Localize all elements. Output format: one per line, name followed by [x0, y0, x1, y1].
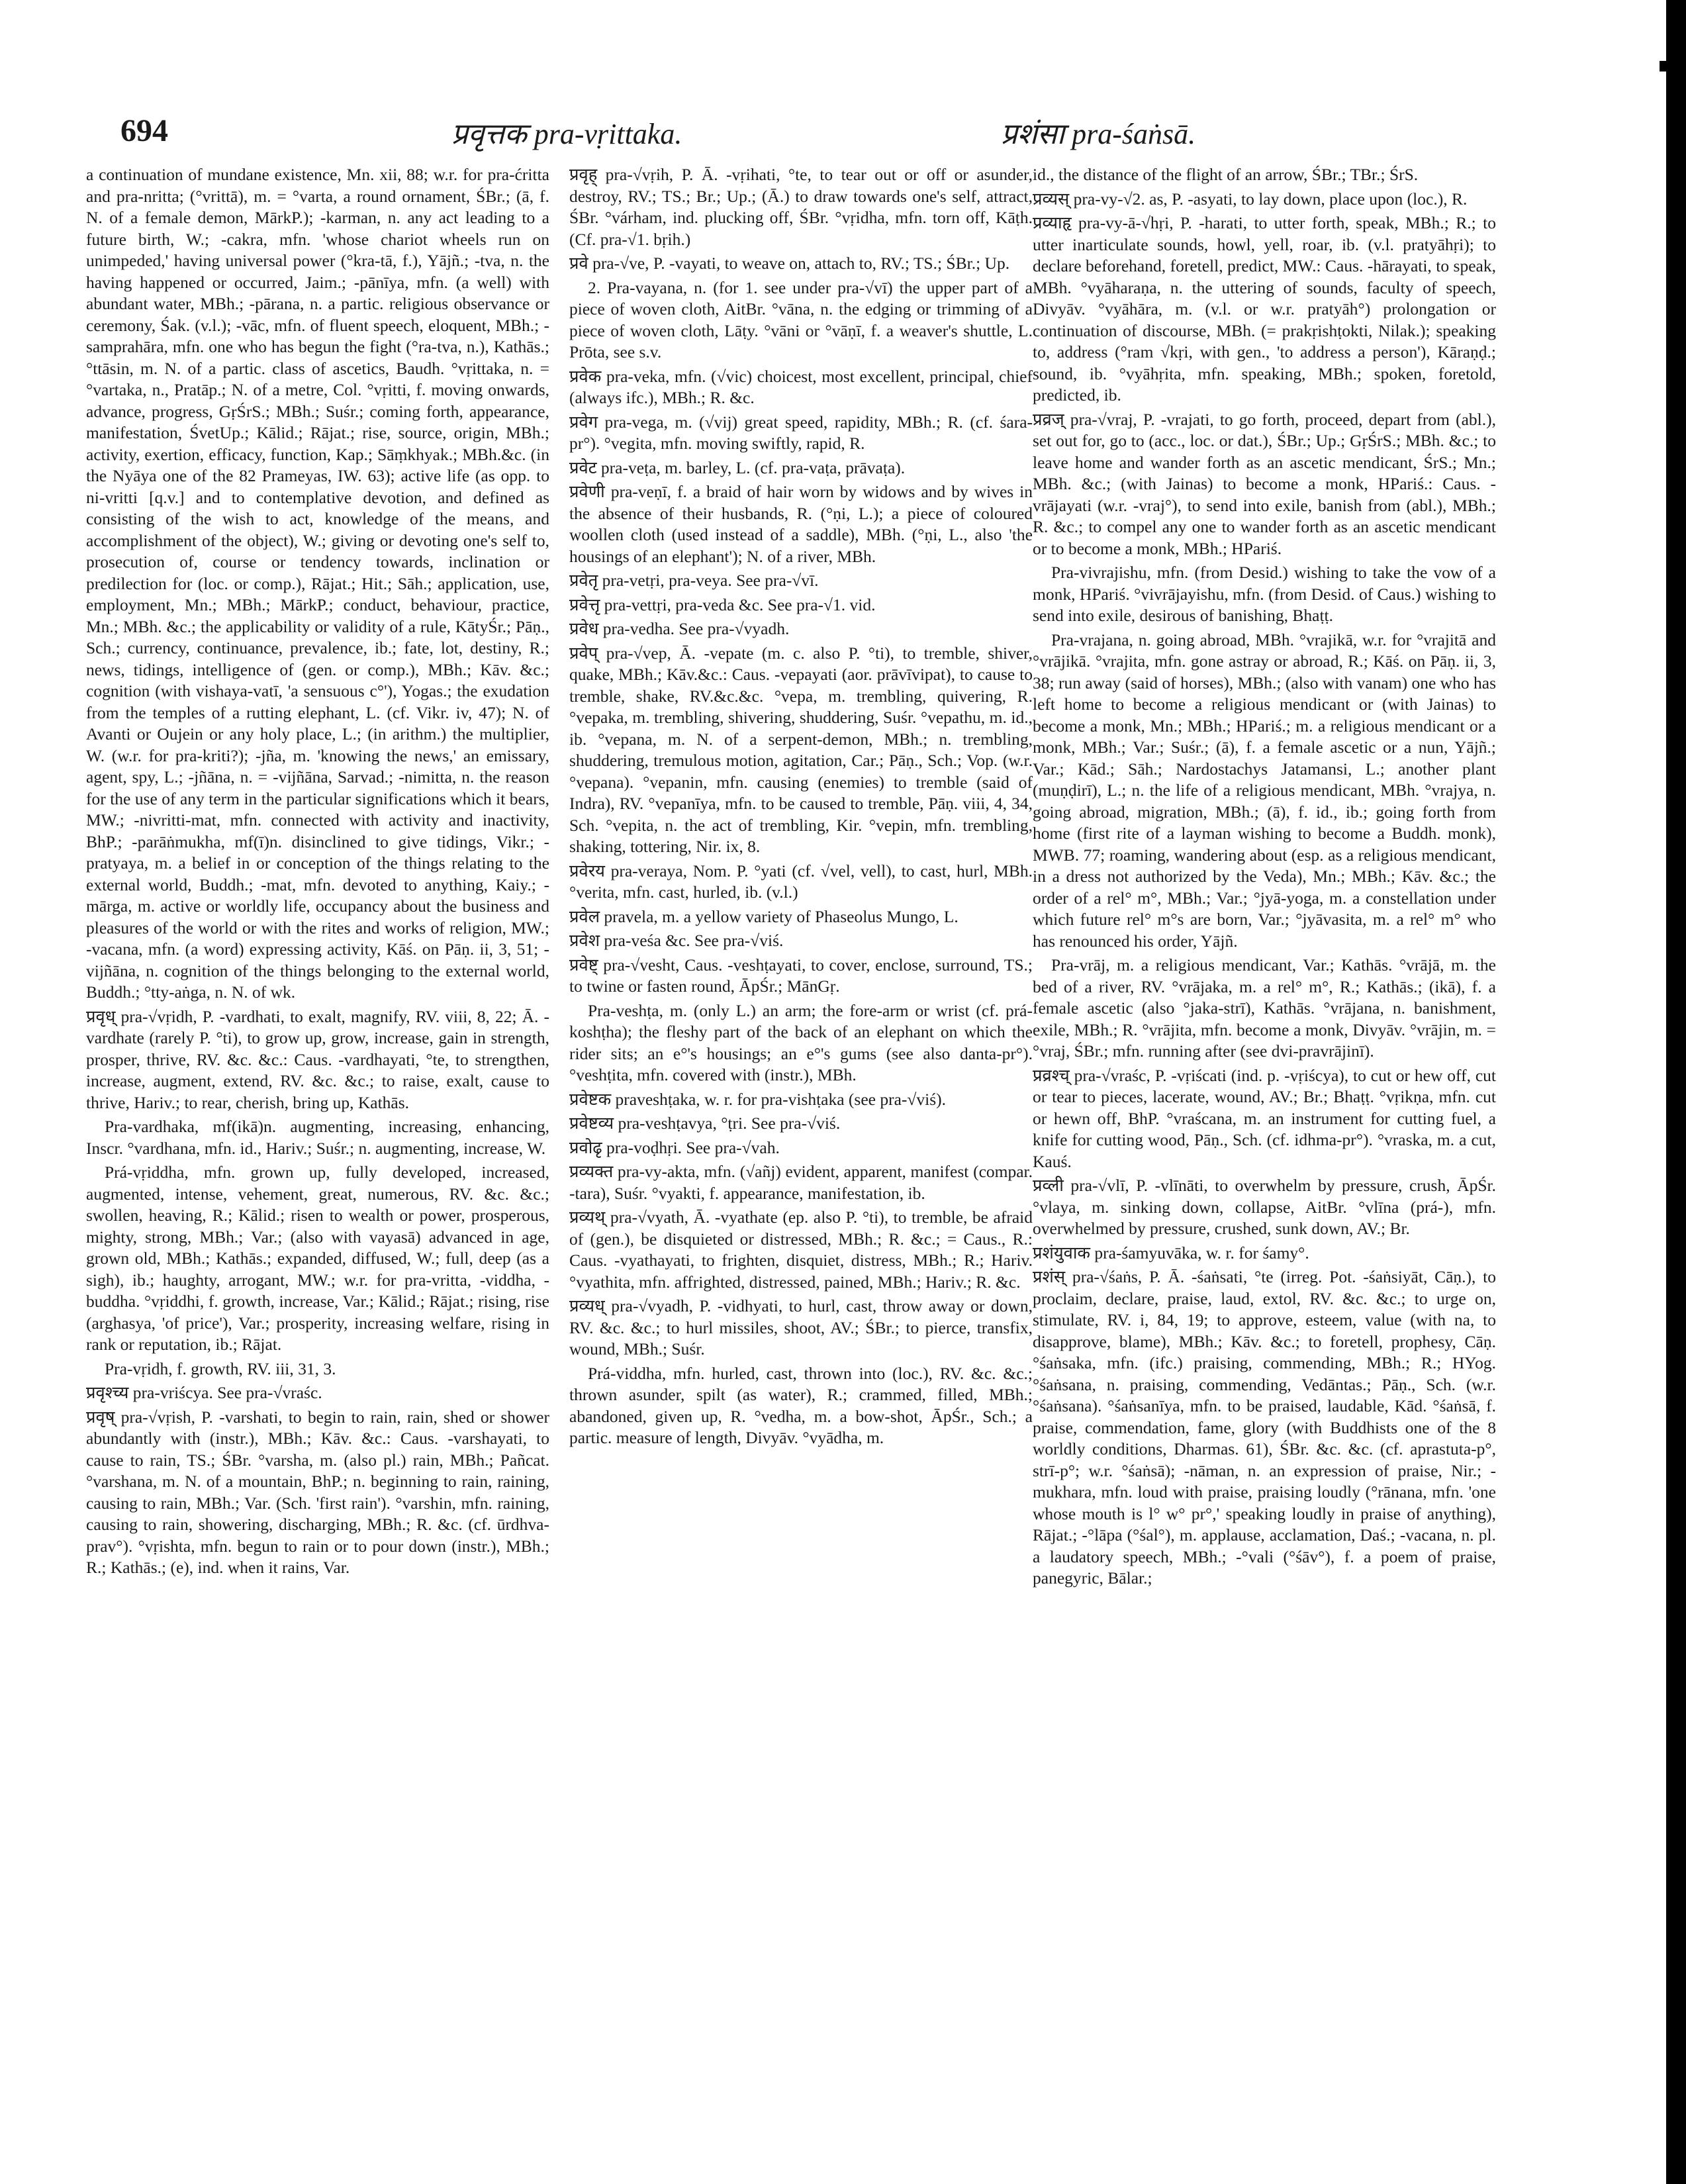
dictionary-entry: Pra-vrajana, n. going abroad, MBh. °vrajikā, w.r. for °vrajitā and °vrājikā. °vrajita, mfn. gone astray or abroad, R.; Kāś. on Pāṇ. ii, 3, 38; run away (said of horses), MBh.; (also with vanam) one who has left home to become a religious mendicant or (with Jainas) to become a monk, Mn.; MBh.; HPariś.; m. a religious mendicant or a monk, MBh.; Var.; Suśr.; (ā), f. a female ascetic or a nun, Yājñ.; Var.; Kād.; Sāh.; Nardostachys Jatamansi, L.; another plant (muṇḍirī), L.; n. the life of a religious mendicant, MBh. °vrajya, n. going abroad, migration, MBh.; (ā), f. id., ib.; going forth from home (first rite of a layman wishing to become a Buddh. monk), MWB. 77; roaming, wandering about (esp. as a religious mendicant, in a dress not authorized by the Veda), Mn.; MBh.; Kāv. &c.; the order of a rel° m°, MBh.; Var.; °jyā-yoga, m. a constellation under which future rel° m°s are born, Var.; °jyāvasita, m. a rel° m° who has renounced his order, Yājñ. [1033, 630, 1496, 951]
dictionary-entry: Prá-viddha, mfn. hurled, cast, thrown into (loc.), RV. &c. &c.; thrown asunder, spilt (as water), R.; crammed, filled, MBh.; abandoned, given up, R. °vedha, m. a bow-shot, ĀpŚr., Sch.; a partic. measure of length, Divyāv. °vyādha, m. [569, 1363, 1033, 1447]
page-number: 694 [120, 113, 168, 148]
dictionary-entry: प्रव्यस् pra-vy-√2. as, P. -asyati, to lay down, place upon (loc.), R. [1033, 189, 1468, 209]
dictionary-entry: प्रवेरय pra-veraya, Nom. P. °yati (cf. √vel, vell), to cast, hurl, MBh. °verita, mfn. cast, hurled, ib. (v.l.) [569, 861, 1033, 902]
dictionary-entry: Prá-vṛiddha, mfn. grown up, fully developed, increased, augmented, intense, vehement, great, numerous, RV. &c. &c.; swollen, heaving, R.; Kālid.; risen to wealth or power, prosperous, mighty, strong, MBh.; Var.; (also with vayasā) advanced in age, grown old, MBh.; Kathās.; expanded, diffused, W.; full, deep (as a sigh), ib.; haughty, arrogant, MW.; w.r. for pra-vritta, -viddha, -buddha. °vṛiddhi, f. growth, increase, Var.; Kālid.; Rājat.; rising, rise (arghasya, 'of price'), Var.; prosperity, increasing welfare, rising in rank or reputation, ib.; Rājat. [86, 1163, 549, 1354]
dictionary-entry: प्रव्यक्त pra-vy-akta, mfn. (√añj) evident, apparent, manifest (compar. -tara), Suśr. °vyakti, f. appearance, manifestation, ib. [569, 1162, 1033, 1203]
dictionary-entry: प्रव्रश्च् pra-√vraśc, P. -vṛiścati (ind. p. -vṛiścya), to cut or hew off, cut or tear to pieces, lacerate, wound, AV.; Br.; Bhaṭṭ. °vṛikṇa, mfn. cut or hewn off, BhP. °vraścana, m. an instrument for cutting fuel, a knife for cutting wood, Pāṇ., Sch. (cf. idhma-pr°). °vraska, m. a cut, Kauś. [1033, 1065, 1496, 1171]
dictionary-entry: a continuation of mundane existence, Mn. xii, 88; w.r. for pra-ćritta and pra-nritta; (°vrittā), m. = °varta, a round ornament, ŚBr.; (ā, f. N. of a female demon, MārkP.); -karman, n. any act leading to a future birth, W.; -cakra, mfn. 'whose chariot wheels run on unimpeded,' having universal power (°kra-tā, f.), Yājñ.; -tva, n. the having happened or occurred, Jaim.; -pānīya, mfn. (a well) with abundant water, MBh.; -pārana, n. a partic. religious observance or ceremony, Śak. (v.l.); -vāc, mfn. of fluent speech, eloquent, MBh.; -samprahāra, mfn. one who has begun the fight (°ra-tva, n.), Kathās.; °ttāsin, m. N. of a partic. class of ascetics, Baudh. °vṛittaka, n. = °vartaka, n., Pratāp.; N. of a metre, Col. °vṛitti, f. moving onwards, advance, progress, GṛŚrS.; MBh.; Suśr.; coming forth, appearance, manifestation, ŚvetUp.; Kālid.; Rājat.; rise, source, origin, MBh.; activity, exertion, efficacy, function, Kap.; Sāṃkhyak.; MBh.&c. (in the Nyāya one of the 82 Prameyas, IW. 63); active life (as opp. to ni-vritti [q.v.] and to contemplative devotion, and defined as consisting of the wish to act, knowledge of the means, and accomplishment of the object), W.; giving or devoting one's self to, prosecution of, course or tendency towards, inclination or predilection for (loc. or comp.), Rājat.; Hit.; Sāh.; application, use, employment, Mn.; MBh.; MārkP.; conduct, behaviour, practice, Mn.; MBh. &c.; the applicability or validity of a rule, KātyŚr.; Pāṇ., Sch.; currency, continuance, prevalence, ib.; fate, lot, destiny, R.; news, tidings, intelligence of (gen. or comp.), MBh.; Kāv. &c.; cognition (with vishaya-vatī, 'a sensuous c°'), Yogas.; the exudation from the temples of a rutting elephant, L. (cf. Vikr. iv, 47); N. of Avanti or Oujein or any holy place, L.; (in arithm.) the multiplier, W. (w.r. for pra-kriti?); -jña, m. 'knowing the news,' an emissary, agent, spy, L.; -jñāna, n. = -vijñāna, Sarvad.; -nimitta, n. the reason for the use of any term in the particular significations which it bears, MW.; -nivritti-mat, mfn. connected with activity and inactivity, BhP.; -parāṅmukha, mf(ī)n. disinclined to give tidings, Vikr.; -pratyaya, m. a belief in or conception of the things relating to the external world, Buddh.; -mat, mfn. devoted to anything, Kaiy.; -mārga, m. active or worldly life, occupancy about the business and pleasures of the world or with the rites and works of religion, MW.; -vacana, mfn. (a word) expressing activity, Kāś. on Pāṇ. ii, 3, 51; -vijñāna, n. cognition of the things belonging to the external world, Buddh.; °tty-aṅga, n. N. of wk. [86, 165, 549, 1002]
dictionary-entry: प्रवेग pra-vega, m. (√vij) great speed, rapidity, MBh.; R. (cf. śara-pr°). °vegita, mfn. moving swiftly, rapid, R. [569, 412, 1033, 453]
dictionary-entry: प्रवेल pravela, m. a yellow variety of Phaseolus Mungo, L. [569, 906, 959, 926]
dictionary-entry: Pra-vardhaka, mf(ikā)n. augmenting, increasing, enhancing, Inscr. °vardhana, mfn. id., Hariv.; Suśr.; n. augmenting, increase, W. [86, 1117, 549, 1158]
dictionary-entry: प्रवेध pra-vedha. See pra-√vyadh. [569, 619, 790, 638]
dictionary-entry: प्रवोढृ pra-voḍhṛi. See pra-√vah. [569, 1137, 780, 1157]
dictionary-entry: 2. Pra-vayana, n. (for 1. see under pra-√vī) the upper part of a piece of woven cloth, AitBr. °vāna, n. the edging or trimming of a piece of woven cloth, Lāṭy. °vāni or °vāṇī, f. a weaver's shuttle, L. Prōta, see s.v. [569, 277, 1033, 361]
dictionary-entry: प्रवे pra-√ve, P. -vayati, to weave on, attach to, RV.; TS.; ŚBr.; Up. [569, 254, 1010, 273]
dictionary-entry: प्रव्ली pra-√vlī, P. -vlīnāti, to overwhelm by pressure, crush, ĀpŚr. °vlaya, m. sinking down, collapse, AitBr. °vlīna (prá-), mfn. overwhelmed by pressure, crushed, sunk down, AV.; Br. [1033, 1176, 1496, 1238]
column-1 [86, 164, 549, 2163]
dictionary-entry: प्रव्रज् pra-√vraj, P. -vrajati, to go forth, proceed, depart from (abl.), set out for, go to (acc., loc. or dat.), ŚBr.; Up.; GṛŚrS.; MBh. &c.; to leave home and wander forth as an ascetic mendicant, ŚrS.; Mn.; MBh. &c.; (with Jainas) to become a monk, HPariś.: Caus. -vrājayati (w.r. -vraj°), to send into exile, banish from (abl.), MBh.; R. &c.; to compel any one to wander forth as an ascetic mendicant or to become a monk, MBh.; HPariś. [1033, 409, 1496, 558]
dictionary-entry: Pra-veshṭa, m. (only L.) an arm; the fore-arm or wrist (cf. prá-koshṭha); the fleshy part of the back of an elephant on which the rider sits; an e°'s housings; an e°'s gums (see also danta-pr°). °veshṭita, mfn. covered with (instr.), MBh. [569, 1000, 1033, 1084]
dictionary-entry: प्रवृष् pra-√vṛish, P. -varshati, to begin to rain, rain, shed or shower abundantly with (instr.), MBh.; Kāv. &c.: Caus. -varshayati, to cause to rain, TS.; ŚBr. °varsha, m. (also pl.) rain, MBh.; Pañcat. °varshana, m. N. of a mountain, BhP.; n. beginning to rain, raining, causing to rain, MBh.; Var. (Sch. 'first rain'). °varshin, mfn. raining, causing to rain, showering, discharging, MBh.; R. &c. (cf. ūrdhva-prav°). °vṛishta, mfn. begun to rain or to pour down (instr.), MBh.; R.; Kathās.; (e), ind. when it rains, Var. [86, 1407, 549, 1577]
page-header [120, 113, 1623, 159]
dictionary-entry: Pra-vrāj, m. a religious mendicant, Var.; Kathās. °vrājā, m. the bed of a river, RV. °vrājaka, m. a rel° m°, R.; Kathās.; (ikā), f. a female ascetic (also °jaka-strī), Kathās. °vrājana, n. banishment, exile, MBh.; R. °vrājita, mfn. become a monk, Divyāv. °vrājin, m. = °vraj, ŚBr.; mfn. running after (see dvi-pravrājinī). [1033, 955, 1496, 1061]
dictionary-entry: प्रवृह् pra-√vṛih, P. Ā. -vṛihati, °te, to tear out or off or asunder, destroy, RV.; TS.; Br.; Up.; (Ā.) to draw towards one's self, attract, ŚBr. °várham, ind. plucking off, ŚBr. °vṛidha, mfn. torn off, Kāṭh. (Cf. pra-√1. bṛih.) [569, 165, 1033, 249]
column-3 [1033, 164, 1496, 2163]
dictionary-entry: प्रवृध् pra-√vṛidh, P. -vardhati, to exalt, magnify, RV. viii, 8, 22; Ā. -vardhate (rarely P. °ti), to grow up, grow, increase, gain in strength, prosper, thrive, RV. &c. &c.: Caus. -vardhayati, °te, to strengthen, increase, augment, extend, RV. &c. &c.; to raise, exalt, cause to thrive, Hariv.; to rear, cherish, bring up, Kathās. [86, 1006, 549, 1112]
page-edge-mark [1660, 61, 1666, 71]
dictionary-entry: प्रवेतृ pra-vetṛi, pra-veya. See pra-√vī. [569, 571, 819, 590]
dictionary-entry: प्रवेत्तृ pra-vettṛi, pra-veda &c. See pra-√1. vid. [569, 594, 876, 614]
dictionary-entry: प्रवेष्ट् pra-√vesht, Caus. -veshṭayati, to cover, enclose, surround, TS.; to twine or fasten round, ĀpŚr.; MānGṛ. [569, 955, 1033, 996]
dictionary-entry: id., the distance of the flight of an arrow, ŚBr.; TBr.; ŚrS. [1033, 165, 1419, 184]
dictionary-entry: प्रवेणी pra-veṇī, f. a braid of hair worn by widows and by wives in the absence of their husbands, R. (°ṇi, L.); a piece of coloured woollen cloth (used instead of a saddle), MBh. (°ṇi, L., also 'the housings of an elephant'); N. of a river, MBh. [569, 482, 1033, 566]
dictionary-entry: प्रवेष्टक praveshṭaka, w. r. for pra-vishṭaka (see pra-√viś). [569, 1089, 947, 1109]
dictionary-entry: Pra-vṛidh, f. growth, RV. iii, 31, 3. [105, 1358, 336, 1378]
dictionary-entry: Pra-vivrajishu, mfn. (from Desid.) wishing to take the vow of a monk, HPariś. °vivrājayishu, mfn. (from Desid. of Caus.) wishing to send into exile, desirous of banishing, Bhaṭṭ. [1033, 563, 1496, 625]
dictionary-entry: प्रवृश्च्य pra-vriścya. See pra-√vraśc. [86, 1383, 322, 1402]
dictionary-entry: प्रवेष्टव्य pra-veshṭavya, °ṭri. See pra-√viś. [569, 1114, 841, 1133]
dictionary-entry: प्रव्याहृ pra-vy-ā-√hṛi, P. -harati, to utter forth, speak, MBh.; R.; to utter inarticulate sounds, howl, yell, roar, ib. (v.l. pratyāhṛi); to declare beforehand, foretell, predict, MW.: Caus. -hārayati, to speak, MBh. °vyāharaṇa, n. the uttering of sounds, faculty of speech, Divyāv. °vyāhāra, m. (v.l. or w.r. pratyāh°) prolongation or continuation of discourse, MBh. (= prakṛishṭokti, Nilak.); speaking to, address (°ram √kṛi, with gen., 'to address a person'), Kāraṇḍ.; sound, ib. °vyāhṛita, mfn. speaking, MBh.; spoken, foretold, predicted, ib. [1033, 213, 1496, 404]
dictionary-entry: प्रवेश pra-veśa &c. See pra-√viś. [569, 931, 784, 950]
running-head-right: प्रशंसा pra-śaṅsā. [1001, 118, 1196, 150]
running-head-left: प्रवृत्तक pra-vṛittaka. [451, 118, 682, 150]
page-spine-shadow [1666, 0, 1686, 2184]
dictionary-entry: प्रशंस् pra-√śaṅs, P. Ā. -śaṅsati, °te (irreg. Pot. -śaṅsiyāt, Cāṇ.), to proclaim, declare, praise, laud, extol, RV. &c. &c.; to urge on, stimulate, RV. i, 84, 19; to approve, esteem, value (with na, to disapprove, blame), MBh.; Kāv. &c.; to foretell, prophesy, Cāṇ. °śaṅsaka, mfn. (ifc.) praising, commending, MBh.; R.; HYog. °śaṅsana, n. praising, commending, Vedāntas.; Pāṇ., Sch. (w.r. °śaṅsana). °śaṅsanīya, mfn. to be praised, laudable, Kād. °śaṅsā, f. praise, commendation, fame, glory (with Buddhists one of the 8 worldly conditions, Dharmas. 61), ŚBr. &c. &c. (cf. aprastuta-p°, strī-p°; w.r. °śaṅsā); -nāman, n. an expression of praise, Nir.; -mukhara, mfn. loud with praise, praising loudly (°rānana, mfn. 'one whose mouth is l° w° pr°,' speaking loudly in praise of anything), Rājat.; -°lāpa (°śal°), m. applause, acclamation, Daś.; -vacana, n. pl. a laudatory speech, MBh.; -°vali (°śāv°), f. a poem of praise, panegyric, Bālar.; [1033, 1267, 1496, 1588]
dictionary-entry: प्रशंयुवाक pra-śamyuvāka, w. r. for śamy°. [1033, 1243, 1309, 1262]
dictionary-entry: प्रवेप् pra-√vep, Ā. -vepate (m. c. also P. °ti), to tremble, shiver, quake, MBh.; Kāv.&c.: Caus. -vepayati (aor. prāvīvipat), to cause to tremble, shake, RV.&c.&c. °vepa, m. trembling, quivering, R. °vepaka, m. trembling, shivering, shuddering, Suśr. °vepathu, m. id., ib. °vepana, m. N. of a serpent-demon, MBh.; n. trembling, shuddering, tremulous motion, agitation, Car.; Pāṇ., Sch.; Vop. (w.r. °vepana). °vepanin, mfn. causing (enemies) to tremble (said of Indra), RV. °vepanīya, mfn. to be caused to tremble, Pāṇ. viii, 4, 34, Sch. °vepita, n. the act of trembling, Kir. °vepin, mfn. trembling, shaking, tottering, Nir. ix, 8. [569, 643, 1033, 856]
dictionary-entry: प्रव्यध् pra-√vyadh, P. -vidhyati, to hurl, cast, throw away or down, RV. &c. &c.; to hurl missiles, shoot, AV.; ŚBr.; to pierce, transfix, wound, MBh.; Suśr. [569, 1296, 1033, 1358]
dictionary-entry: प्रव्यथ् pra-√vyath, Ā. -vyathate (ep. also P. °ti), to tremble, be afraid of (gen.), be disquieted or distressed, MBh.; R. &c.; = Caus., R.: Caus. -vyathayati, to frighten, disquiet, distress, MBh.; R.; Hariv. °vyathita, mfn. affrighted, distressed, pained, MBh.; Hariv.; R. &c. [569, 1208, 1033, 1292]
dictionary-entry: प्रवेक pra-veka, mfn. (√vic) choicest, most excellent, principal, chief (always ifc.), MBh.; R. &c. [569, 366, 1033, 407]
column-2 [569, 164, 1033, 2163]
dictionary-entry: प्रवेट pra-veṭa, m. barley, L. (cf. pra-vaṭa, prāvaṭa). [569, 457, 906, 477]
